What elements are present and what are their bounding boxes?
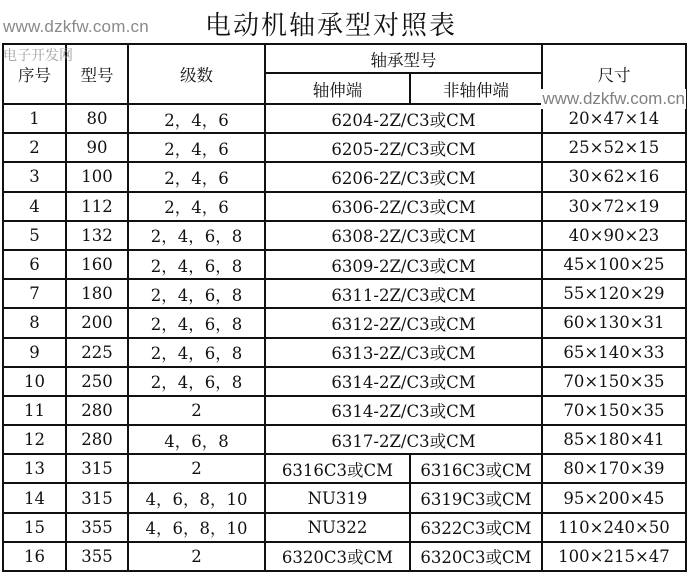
table-row xyxy=(3,279,686,308)
cell-bearing: 6314-2Z/C3或CM xyxy=(265,367,542,396)
cell-size: 85×180×41 xyxy=(542,425,686,454)
cell-serial: 6 xyxy=(3,250,66,279)
table-row xyxy=(3,250,686,279)
table-row xyxy=(3,221,686,250)
cell-poles: 4，6，8 xyxy=(128,425,265,454)
cell-poles: 2，4，6，8 xyxy=(128,279,265,308)
table-row xyxy=(3,192,686,221)
table-row xyxy=(3,483,686,512)
cell-poles: 2，4，6，8 xyxy=(128,250,265,279)
cell-size: 30×72×19 xyxy=(542,192,686,221)
cell-serial: 13 xyxy=(3,454,66,483)
cell-serial: 16 xyxy=(3,542,66,571)
cell-bearing: 6317-2Z/C3或CM xyxy=(265,425,542,454)
cell-size: 95×200×45 xyxy=(542,483,686,512)
cell-serial: 2 xyxy=(3,133,66,162)
cell-size: 40×90×23 xyxy=(542,221,686,250)
cell-model: 315 xyxy=(66,454,128,483)
header-model: 型号 xyxy=(66,44,128,104)
cell-poles: 2，4，6，8 xyxy=(128,308,265,337)
cell-size: 20×47×14 xyxy=(542,104,686,133)
cell-bearing: 6314-2Z/C3或CM xyxy=(265,396,542,425)
cell-size: 65×140×33 xyxy=(542,338,686,367)
cell-poles: 2，4，6 xyxy=(128,192,265,221)
cell-poles: 2 xyxy=(128,454,265,483)
cell-model: 225 xyxy=(66,338,128,367)
cell-model: 112 xyxy=(66,192,128,221)
table-row xyxy=(3,542,686,571)
watermark-url-right: www.dzkfw.com.cn xyxy=(542,89,685,108)
cell-poles: 2，4，6，8 xyxy=(128,367,265,396)
cell-poles: 2，4，6 xyxy=(128,162,265,191)
cell-size: 30×62×16 xyxy=(542,162,686,191)
table-row xyxy=(3,454,686,483)
cell-size: 70×150×35 xyxy=(542,367,686,396)
cell-model: 280 xyxy=(66,396,128,425)
cell-serial: 12 xyxy=(3,425,66,454)
cell-size: 45×100×25 xyxy=(542,250,686,279)
table-row xyxy=(3,396,686,425)
cell-poles: 2 xyxy=(128,542,265,571)
cell-size: 70×150×35 xyxy=(542,396,686,425)
cell-serial: 3 xyxy=(3,162,66,191)
watermark-logo: 电子开发网 xyxy=(3,48,73,64)
header-poles: 级数 xyxy=(128,44,265,104)
header-serial: 序号 xyxy=(3,44,66,104)
cell-model: 180 xyxy=(66,279,128,308)
table-row xyxy=(3,308,686,337)
cell-model: 100 xyxy=(66,162,128,191)
cell-serial: 14 xyxy=(3,483,66,512)
cell-bearing: 6308-2Z/C3或CM xyxy=(265,221,542,250)
cell-bearing: 6311-2Z/C3或CM xyxy=(265,279,542,308)
cell-model: 132 xyxy=(66,221,128,250)
cell-serial: 10 xyxy=(3,367,66,396)
cell-bearing: 6313-2Z/C3或CM xyxy=(265,338,542,367)
cell-serial: 1 xyxy=(3,104,66,133)
cell-serial: 11 xyxy=(3,396,66,425)
cell-size: 80×170×39 xyxy=(542,454,686,483)
cell-poles: 2，4，6 xyxy=(128,104,265,133)
bearing-table xyxy=(2,43,687,572)
cell-serial: 4 xyxy=(3,192,66,221)
cell-shaft-end: 6320C3或CM xyxy=(265,542,410,571)
cell-serial: 5 xyxy=(3,221,66,250)
cell-size: 60×130×31 xyxy=(542,308,686,337)
cell-bearing: 6312-2Z/C3或CM xyxy=(265,308,542,337)
header-row xyxy=(3,44,686,73)
watermark-url-top: www.dzkfw.com.cn xyxy=(3,17,149,36)
cell-non-shaft-end: 6320C3或CM xyxy=(410,542,542,571)
cell-serial: 15 xyxy=(3,513,66,542)
cell-shaft-end: NU322 xyxy=(265,513,410,542)
cell-poles: 4，6，8，10 xyxy=(128,513,265,542)
cell-non-shaft-end: 6319C3或CM xyxy=(410,483,542,512)
cell-poles: 2，4，6，8 xyxy=(128,221,265,250)
cell-model: 80 xyxy=(66,104,128,133)
cell-size: 100×215×47 xyxy=(542,542,686,571)
header-size: 尺寸 xyxy=(542,44,686,104)
header-bearing-type: 轴承型号 xyxy=(265,44,542,73)
cell-non-shaft-end: 6316C3或CM xyxy=(410,454,542,483)
cell-poles: 2，4，6 xyxy=(128,133,265,162)
cell-poles: 4，6，8，10 xyxy=(128,483,265,512)
cell-size: 25×52×15 xyxy=(542,133,686,162)
cell-model: 250 xyxy=(66,367,128,396)
header-non-shaft-end: 非轴伸端 xyxy=(410,73,542,104)
table-row xyxy=(3,133,686,162)
cell-bearing: 6309-2Z/C3或CM xyxy=(265,250,542,279)
cell-model: 160 xyxy=(66,250,128,279)
cell-serial: 8 xyxy=(3,308,66,337)
header-shaft-end: 轴伸端 xyxy=(265,73,410,104)
cell-non-shaft-end: 6322C3或CM xyxy=(410,513,542,542)
table-row xyxy=(3,513,686,542)
cell-model: 200 xyxy=(66,308,128,337)
table-row xyxy=(3,338,686,367)
cell-model: 90 xyxy=(66,133,128,162)
cell-shaft-end: NU319 xyxy=(265,483,410,512)
cell-bearing: 6206-2Z/C3或CM xyxy=(265,162,542,191)
cell-bearing: 6205-2Z/C3或CM xyxy=(265,133,542,162)
cell-shaft-end: 6316C3或CM xyxy=(265,454,410,483)
cell-size: 55×120×29 xyxy=(542,279,686,308)
cell-poles: 2，4，6，8 xyxy=(128,338,265,367)
cell-poles: 2 xyxy=(128,396,265,425)
cell-size: 110×240×50 xyxy=(542,513,686,542)
table-row xyxy=(3,367,686,396)
page-title: 电动机轴承型对照表 xyxy=(205,11,458,41)
cell-model: 280 xyxy=(66,425,128,454)
cell-bearing: 6204-2Z/C3或CM xyxy=(265,104,542,133)
cell-bearing: 6306-2Z/C3或CM xyxy=(265,192,542,221)
table-row xyxy=(3,162,686,191)
cell-model: 315 xyxy=(66,483,128,512)
cell-serial: 9 xyxy=(3,338,66,367)
cell-model: 355 xyxy=(66,542,128,571)
table-row xyxy=(3,425,686,454)
cell-serial: 7 xyxy=(3,279,66,308)
cell-model: 355 xyxy=(66,513,128,542)
